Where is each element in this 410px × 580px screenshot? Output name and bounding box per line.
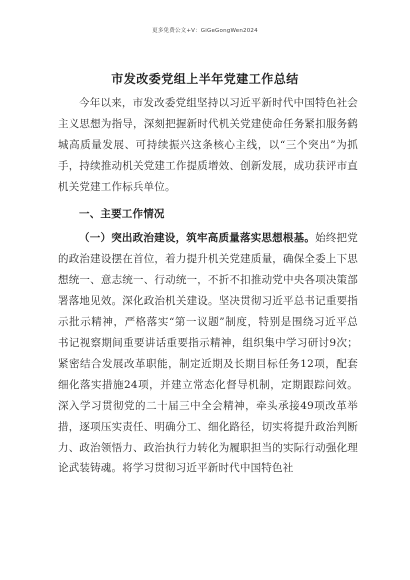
intro-paragraph: 今年以来，市发改委党组坚持以习近平新时代中国特色社会主义思想为指导，深刻把握新时代机关党建使命任务紧扣服务鹤城高质量发展、可持续振兴这条核心主线，以“三个突出”为抓手，持续推动机关党建工作提质增效、创新发展，成功获评市直机关党建工作标兵单位。 <box>58 97 358 193</box>
paragraph-lead: （一）突出政治建设，筑牢高质量落实思想根基。 <box>79 232 316 245</box>
document-body <box>58 93 358 479</box>
watermark-text: 更多免费公文+V：GiGeGongWen2024 <box>152 28 258 34</box>
body-paragraph <box>58 228 358 479</box>
section-heading: 一、主要工作情况 <box>79 207 165 220</box>
document-title: 市发改委党组上半年党建工作总结 <box>111 72 299 86</box>
paragraph-text: 始终把党的政治建设摆在首位，着力提升机关党建质量，确保全委上下思想统一、意志统一、行动统一，不折不扣推动党中央各项决策部署落地见效。深化政治机关建设。坚决贯彻习近平总书记重要指示批示精神，严格落实“第一议题”制度，特别是围绕习近平总书记视察期间重要讲话重要指示精神，组织集中学习研讨9次；紧密结合发展改革职能，制定近期及长期目标任务12项，配套细化落实措施24项，并建立常态化督导机制，定期跟踪问效。深入学习贯彻党的二十届三中全会精神，牵头承接49项改革举措，逐项压实责任、明确分工、细化路径，切实将提升政治判断力、政治领悟力、政治执行力转化为履职担当的实际行动强化理论武装铸魂。将学习贯彻习近平新时代中国特色社 <box>58 232 358 475</box>
